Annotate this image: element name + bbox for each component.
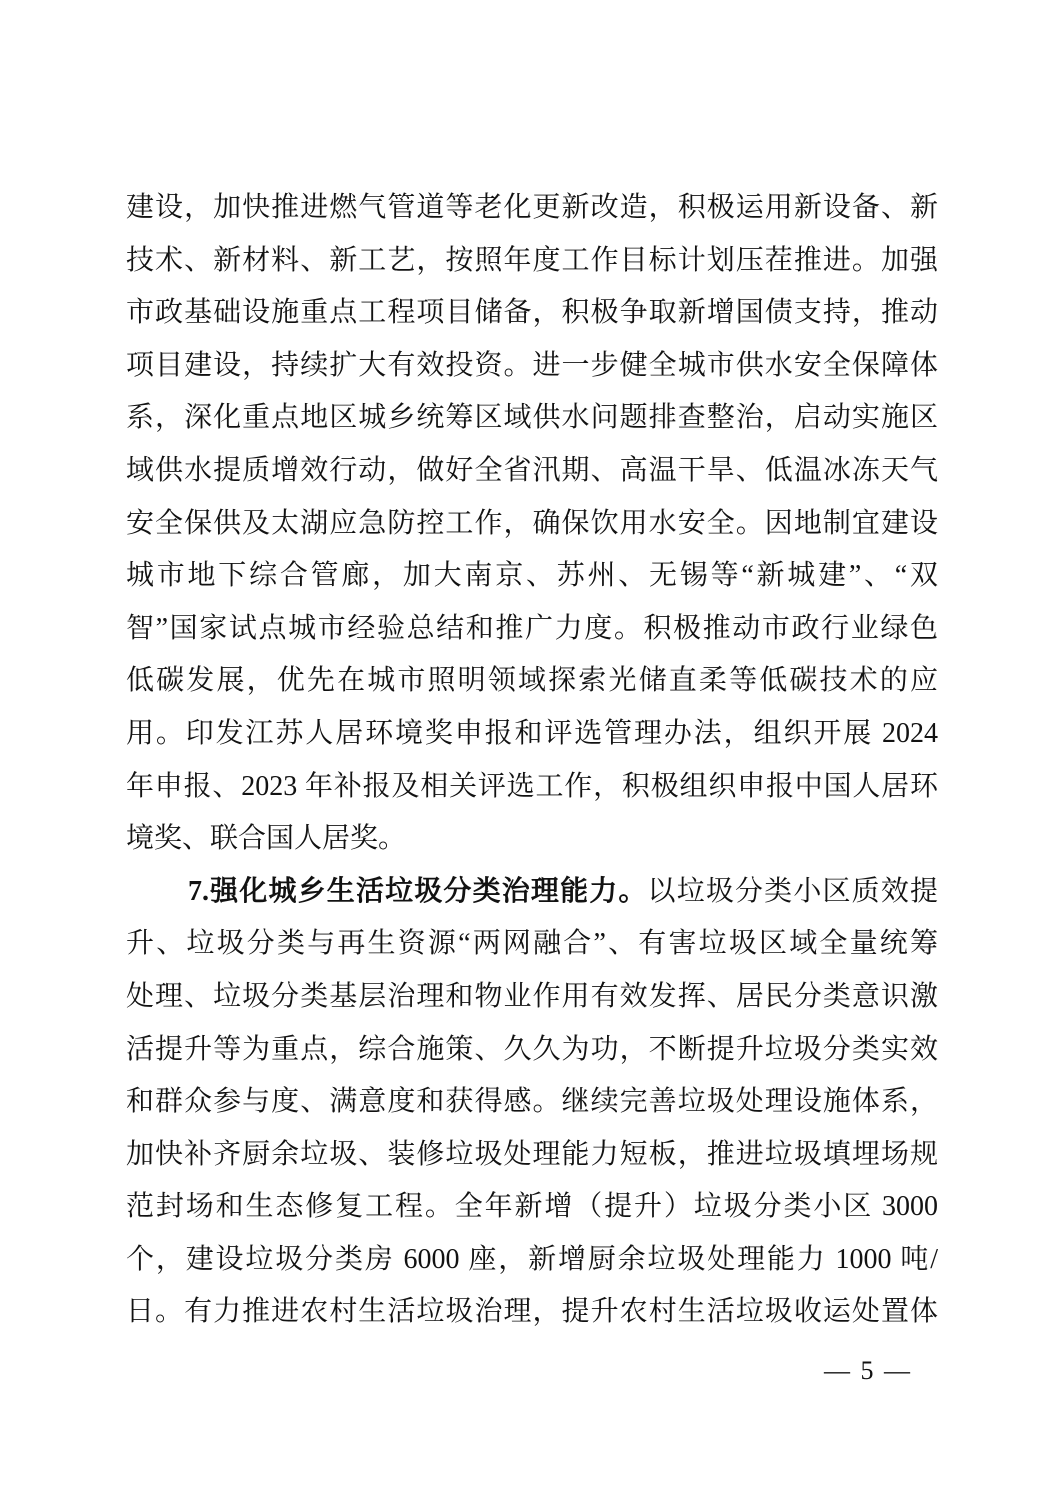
page-number: — 5 — [824,1356,912,1385]
text-segment: 用。印发江苏人居环境奖申报和评选管理办法，组织开展 2024 [126,717,938,749]
text-line [126,761,938,814]
text-line [126,235,938,288]
text-segment: 日。有力推进农村生活垃圾治理，提升农村生活垃圾收运处置体 [126,1296,938,1328]
text-line [126,182,938,235]
text-line [126,708,938,761]
text-segment: 处理、垃圾分类基层治理和物业作用有效发挥、居民分类意识激 [126,980,938,1012]
text-segment: 建设，加快推进燃气管道等老化更新改造，积极运用新设备、新 [126,192,938,223]
text-segment: 和群众参与度、满意度和获得感。继续完善垃圾处理设施体系， [126,1086,938,1118]
text-segment: 范封场和生态修复工程。全年新增（提升）垃圾分类小区 3000 [126,1191,938,1223]
text-segment: 智”国家试点城市经验总结和推广力度。积极推动市政行业绿色 [126,612,938,644]
text-line [126,813,938,866]
text-line [126,340,938,393]
text-segment: 系，深化重点地区城乡统筹区域供水问题排查整治，启动实施区 [126,402,938,434]
text-line [126,655,938,708]
text-segment: 安全保供及太湖应急防控工作，确保饮用水安全。因地制宜建设 [126,507,938,539]
text-line [126,1181,938,1234]
text-line [126,445,938,498]
text-line [126,1024,938,1077]
text-line [126,866,938,919]
text-line [126,1286,938,1339]
text-line [126,971,938,1024]
text-segment: 个，建设垃圾分类房 6000 座，新增厨余垃圾处理能力 1000 吨/ [126,1243,938,1275]
text-line [126,918,938,971]
text-segment: 市政基础设施重点工程项目储备，积极争取新增国债支持，推动 [126,297,938,329]
text-line [126,392,938,445]
text-line [126,1076,938,1129]
text-line [126,603,938,656]
text-segment: 项目建设，持续扩大有效投资。进一步健全城市供水安全保障体 [126,349,938,381]
text-segment: 境奖、联合国人居奖。 [126,823,407,855]
text-segment: 升、垃圾分类与再生资源“两网融合”、有害垃圾区域全量统筹 [126,928,938,960]
text-segment: 城市地下综合管廊，加大南京、苏州、无锡等“新城建”、“双 [126,560,938,592]
text-segment: 低碳发展，优先在城市照明领域探索光储直柔等低碳技术的应 [126,665,938,697]
text-segment: 技术、新材料、新工艺，按照年度工作目标计划压茬推进。加强 [126,244,938,276]
text-segment: 域供水提质增效行动，做好全省汛期、高温干旱、低温冰冻天气 [126,454,938,486]
section-heading: 7.强化城乡生活垃圾分类治理能力。 [188,875,648,907]
text-segment: 以垃圾分类小区质效提 [647,875,938,907]
text-line [126,498,938,551]
text-line [126,287,938,340]
text-line [126,550,938,603]
text-line [126,1129,938,1182]
text-segment: 年申报、2023 年补报及相关评选工作，积极组织申报中国人居环 [126,770,938,802]
text-segment: 活提升等为重点，综合施策、久久为功，不断提升垃圾分类实效 [126,1033,938,1065]
document-body [126,182,938,1339]
text-line [126,1234,938,1287]
text-segment: 加快补齐厨余垃圾、装修垃圾处理能力短板，推进垃圾填埋场规 [126,1138,938,1170]
